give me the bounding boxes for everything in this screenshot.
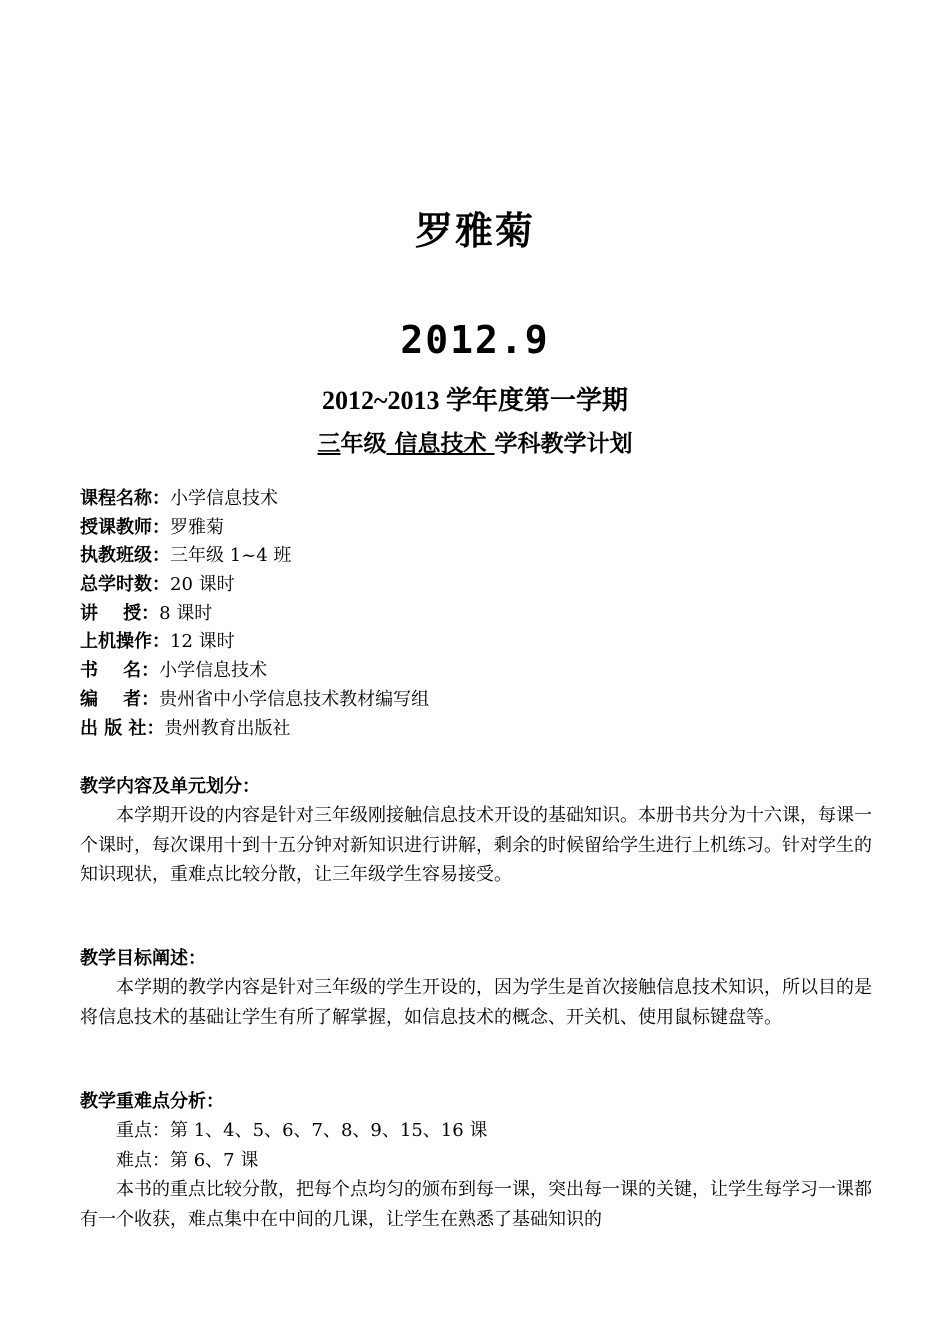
section-paragraph: 本学期的教学内容是针对三年级的学生开设的，因为学生是首次接触信息技术知识，所以目的是将信息技术的基础让学生有所了解掌握，如信息技术的概念、开关机、使用鼠标键盘等。 [80,977,872,1028]
info-row-classes [80,542,880,571]
info-value: 小学信息技术 [159,660,268,682]
info-label: 讲 授： [80,602,160,624]
info-row-teacher [80,514,880,543]
info-row-book [80,657,880,686]
author-name: 罗雅菊 [414,209,535,253]
plan-title-grade-prefix: 三 [317,431,341,457]
info-label: 出 版 社： [80,717,165,739]
section-key-points [80,1087,872,1234]
info-row-publisher [80,715,880,744]
info-label: 书 名： [80,660,160,682]
info-label: 编 者： [80,688,160,710]
info-label: 课程名称： [80,488,170,509]
info-value: 罗雅菊 [170,516,224,538]
info-value: 小学信息技术 [170,488,278,509]
section-teaching-content [80,772,872,890]
section-paragraph: 本学期开设的内容是针对三年级刚接触信息技术开设的基础知识。本册书共分为十六课，每课一个课时，每次课用十到十五分钟对新知识进行讲解，剩余的时候留给学生进行上机练习。针对学生的知识现状，重难点比较分散，让三年级学生容易接受。 [80,805,872,885]
info-value: 贵州教育出版社 [164,717,291,739]
info-value: 20 课时 [170,574,235,596]
section-heading: 教学重难点分析： [80,1091,224,1112]
info-label: 总学时数： [80,574,170,596]
course-info-list [80,485,880,743]
info-row-course-name [80,485,880,514]
section-paragraph: 本书的重点比较分散，把每个点均匀的颁布到每一课，突出每一课的关键，让学生每学习一课都有一个收获，难点集中在中间的几课，让学生在熟悉了基础知识的 [80,1179,872,1230]
document-date: 2012.9 [400,318,550,362]
info-value: 8 课时 [159,602,213,624]
plan-title [0,425,950,458]
section-teaching-goals [80,944,872,1032]
info-value: 三年级 1~4 班 [170,545,292,567]
info-value: 贵州省中小学信息技术教材编写组 [159,688,430,710]
key-lessons: 重点：第 1、4、5、6、7、8、9、15、16 课 [116,1120,488,1141]
info-row-editor [80,686,880,715]
section-heading: 教学内容及单元划分： [80,776,260,797]
info-row-total-hours [80,571,880,600]
info-value: 12 课时 [170,631,235,653]
section-heading: 教学目标阐述： [80,948,206,969]
info-row-practice [80,628,880,657]
plan-title-grade-rest: 年级 [340,431,387,457]
info-label: 执教班级： [80,545,170,567]
difficult-lessons: 难点：第 6、7 课 [116,1149,259,1171]
plan-title-suffix: 学科教学计划 [494,431,633,457]
info-label: 上机操作： [80,631,170,653]
info-label: 授课教师： [80,516,170,538]
plan-title-subject: 信息技术 [386,431,495,457]
info-row-lecture [80,600,880,629]
academic-term: 2012~2013 学年度第一学期 [321,386,629,415]
